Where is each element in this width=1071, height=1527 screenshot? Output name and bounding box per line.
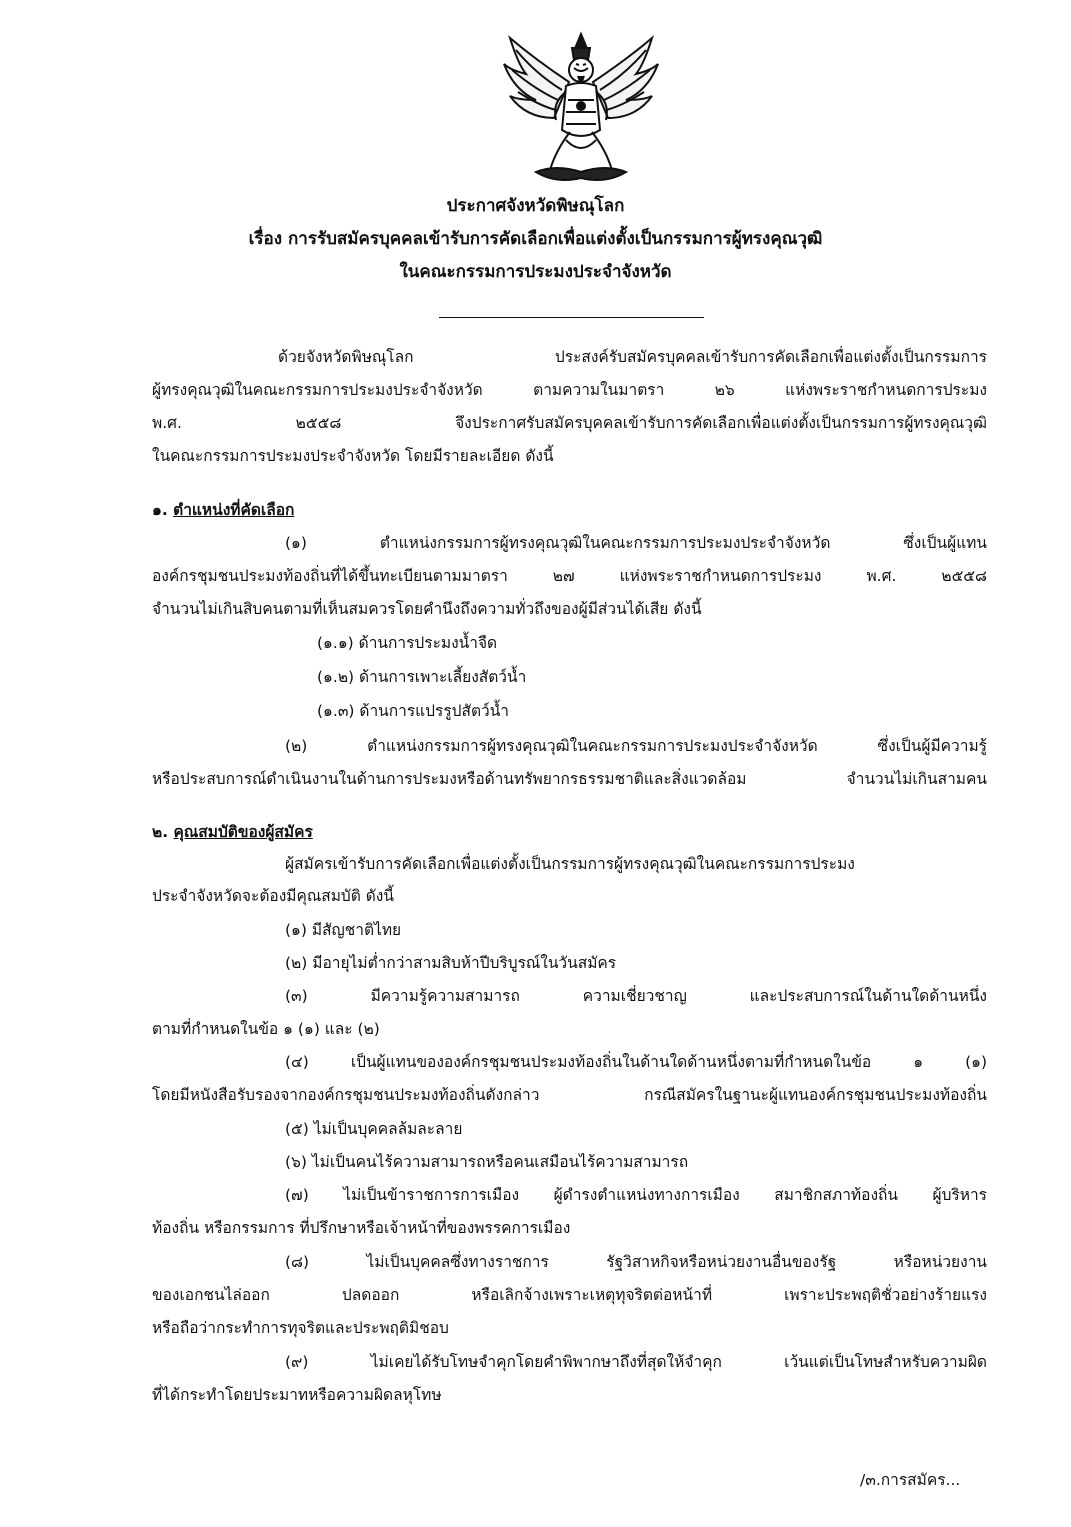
intro-line-1: ด้วยจังหวัดพิษณุโลก ประสงค์รับสมัครบุคคลเข้ารับการคัดเลือกเพื่อแต่งตั้งเป็นกรรมการ (278, 348, 987, 366)
qualification-8-line-1: (๘) ไม่เป็นบุคคลซึ่งทางราชการ รัฐวิสาหกิจหรือหน่วยงานอื่นของรัฐ หรือหน่วยงาน (285, 1253, 987, 1271)
qualification-7-line-2: ท้องถิ่น หรือกรรมการ ที่ปรึกษาหรือเจ้าหน้าที่ของพรรคการเมือง (152, 1219, 571, 1237)
section-1-number: ๑. (152, 501, 168, 519)
qualification-3-line-2: ตามที่กำหนดในข้อ ๑ (๑) และ (๒) (152, 1020, 380, 1038)
section-1-subitem-1: (๑.๑) ด้านการประมงน้ำจืด (317, 634, 498, 652)
intro-line-4: ในคณะกรรมการประมงประจำจังหวัด โดยมีรายละเอียด ดังนี้ (152, 447, 554, 465)
qualification-9-line-1: (๙) ไม่เคยได้รับโทษจำคุกโดยคำพิพากษาถึงที่สุดให้จำคุก เว้นแต่เป็นโทษสำหรับความผิด (285, 1353, 987, 1371)
section-2-intro-line-2: ประจำจังหวัดจะต้องมีคุณสมบัติ ดังนี้ (152, 887, 394, 905)
intro-line-3: พ.ศ. ๒๕๕๘ จึงประกาศรับสมัครบุคคลเข้ารับการคัดเลือกเพื่อแต่งตั้งเป็นกรรมการผู้ทรงคุณวุฒิ (152, 414, 987, 432)
section-1-subitem-2: (๑.๒) ด้านการเพาะเลี้ยงสัตว์น้ำ (317, 668, 527, 686)
section-1-item-1-line-1: (๑) ตำแหน่งกรรมการผู้ทรงคุณวุฒิในคณะกรรมการประมงประจำจังหวัด ซึ่งเป็นผู้แทน (285, 534, 987, 552)
subject-line-1: เรื่อง การรับสมัครบุคคลเข้ารับการคัดเลือกเพื่อแต่งตั้งเป็นกรรมการผู้ทรงคุณวุฒิ (248, 229, 823, 249)
announcement-title: ประกาศจังหวัดพิษณุโลก (446, 196, 625, 216)
intro-line-2: ผู้ทรงคุณวุฒิในคณะกรรมการประมงประจำจังหวัด ตามความในมาตรา ๒๖ แห่งพระราชกำหนดการประมง (152, 381, 987, 399)
qualification-2: (๒) มีอายุไม่ต่ำกว่าสามสิบห้าปีบริบูรณ์ในวันสมัคร (285, 954, 617, 972)
qualification-4-line-1: (๔) เป็นผู้แทนขององค์กรชุมชนประมงท้องถิ่นในด้านใดด้านหนึ่งตามที่กำหนดในข้อ ๑ (๑) (285, 1053, 987, 1071)
qualification-6: (๖) ไม่เป็นคนไร้ความสามารถหรือคนเสมือนไร้ความสามารถ (285, 1153, 689, 1171)
section-2-title: คุณสมบัติของผู้สมัคร (173, 823, 313, 841)
qualification-7-line-1: (๗) ไม่เป็นข้าราชการการเมือง ผู้ดำรงตำแหน่งทางการเมือง สมาชิกสภาท้องถิ่น ผู้บริหาร (285, 1186, 987, 1204)
section-1-subitem-3: (๑.๓) ด้านการแปรรูปสัตว์น้ำ (317, 702, 510, 720)
qualification-8-line-2: ของเอกชนไล่ออก ปลดออก หรือเลิกจ้างเพราะเหตุทุจริตต่อหน้าที่ เพราะประพฤติชั่วอย่างร้ายแรง (152, 1286, 987, 1304)
qualification-3-line-1: (๓) มีความรู้ความสามารถ ความเชี่ยวชาญ และประสบการณ์ในด้านใดด้านหนึ่ง (285, 987, 987, 1005)
header-divider (439, 317, 704, 318)
qualification-4-line-2: โดยมีหนังสือรับรองจากองค์กรชุมชนประมงท้องถิ่นดังกล่าว กรณีสมัครในฐานะผู้แทนองค์กรชุมชนประมงท้องถิ่น (152, 1086, 987, 1104)
qualification-9-line-2: ที่ได้กระทำโดยประมาทหรือความผิดลหุโทษ (152, 1386, 442, 1404)
section-2-intro-line-1: ผู้สมัครเข้ารับการคัดเลือกเพื่อแต่งตั้งเป็นกรรมการผู้ทรงคุณวุฒิในคณะกรรมการประมง (285, 855, 855, 873)
section-1-heading (152, 501, 294, 520)
subject-line-2: ในคณะกรรมการประมงประจำจังหวัด (399, 262, 672, 282)
section-1-item-1-line-3: จำนวนไม่เกินสิบคนตามที่เห็นสมควรโดยคำนึงถึงความทั่วถึงของผู้มีส่วนได้เสีย ดังนี้ (152, 600, 702, 618)
section-1-item-2-line-2: หรือประสบการณ์ดำเนินงานในด้านการประมงหรือด้านทรัพยากรธรรมชาติและสิ่งแวดล้อม จำนวนไม่เกินสามคน (152, 770, 987, 788)
section-2-heading (152, 823, 313, 842)
qualification-8-line-3: หรือถือว่ากระทำการทุจริตและประพฤติมิชอบ (152, 1319, 449, 1337)
section-1-item-2-line-1: (๒) ตำแหน่งกรรมการผู้ทรงคุณวุฒิในคณะกรรมการประมงประจำจังหวัด ซึ่งเป็นผู้มีความรู้ (285, 737, 987, 755)
qualification-1: (๑) มีสัญชาติไทย (285, 921, 402, 939)
section-2-number: ๒. (152, 823, 169, 841)
garuda-emblem-icon (496, 30, 666, 190)
qualification-5: (๕) ไม่เป็นบุคคลล้มละลาย (285, 1120, 463, 1138)
section-1-item-1-line-2: องค์กรชุมชนประมงท้องถิ่นที่ได้ขึ้นทะเบียนตามมาตรา ๒๗ แห่งพระราชกำหนดการประมง พ.ศ. ๒๕๕๘ (152, 567, 987, 585)
page-continuation-note: /๓.การสมัคร... (860, 1471, 961, 1489)
section-1-title: ตำแหน่งที่คัดเลือก (173, 501, 295, 519)
